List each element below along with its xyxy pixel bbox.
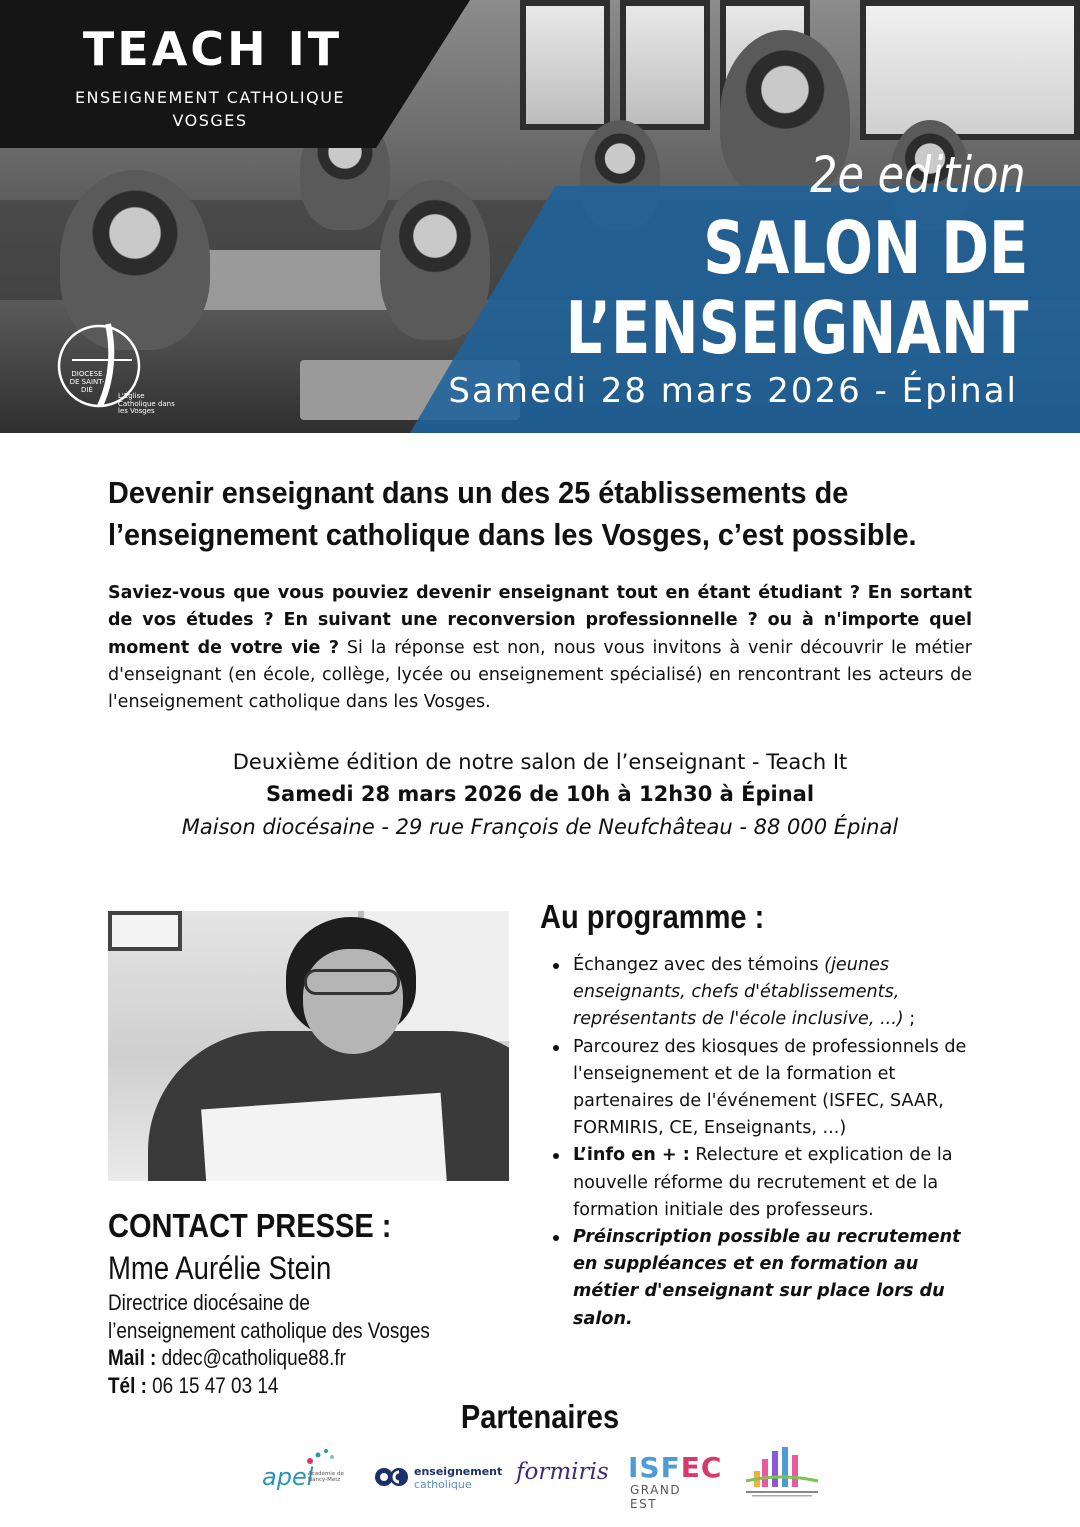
enseignement-catholique-lorraine-logo — [742, 1445, 822, 1501]
hero-banner — [0, 0, 1080, 433]
contact-mail: Mail : ddec@catholique88.fr — [108, 1345, 346, 1370]
formiris-logo: formiris — [516, 1459, 609, 1485]
contact-role-line2: l’enseignement catholique des Vosges — [108, 1317, 430, 1343]
diocese-text: DIOCESE DE SAINT-DIÉ — [69, 370, 105, 394]
event-title-line1: SALON DE — [702, 206, 1028, 290]
event-title-line2: L’ENSEIGNANT — [565, 286, 1028, 370]
event-address-line: Maison diocésaine - 29 rue François de Neufchâteau - 88 000 Épinal — [181, 815, 899, 839]
contact-title: CONTACT PRESSE : — [108, 1207, 392, 1244]
brand-subtitle: ENSEIGNEMENT CATHOLIQUE VOSGES — [74, 88, 346, 130]
contact-name: Mme Aurélie Stein — [108, 1250, 332, 1286]
list-item: L’info en + : Relecture et explication de la nouvelle réforme du recrutement et de la formation initiale des professeurs. — [552, 1142, 977, 1224]
intro-paragraph: Saviez-vous que vous pouviez devenir enseignant tout en étant étudiant ? En sortant de vos études ? En suivant une reconversion professionnelle ? ou à n'importe quel moment de votre vie ? Si la réponse est non, nous vous invitons à venir découvrir le métier d'enseignant (en école, collège, lycée ou enseignement spécialisé) en rencontrant les acteurs de l'enseignement catholique dans les Vosges. — [108, 583, 972, 713]
portrait-photo — [108, 911, 509, 1181]
apel-logo: apel Académie de Nancy-Metz — [262, 1445, 347, 1501]
programme-list — [552, 952, 977, 1333]
contact-role-line1: Directrice diocésaine de — [108, 1290, 310, 1315]
event-datetime-line: Samedi 28 mars 2026 de 10h à 12h30 à Épinal — [265, 782, 815, 806]
contact-details — [108, 1289, 430, 1399]
contact-phone: Tél : 06 15 47 03 14 — [108, 1372, 279, 1398]
ec-mark-icon — [374, 1465, 410, 1489]
brand-title: TEACH IT — [82, 22, 343, 76]
event-edition-line: Deuxième édition de notre salon de l’enseignant - Teach It — [232, 750, 848, 774]
event-details — [108, 746, 972, 844]
programme-title: Au programme : — [540, 898, 765, 935]
event-date-place: Samedi 28 mars 2026 - Épinal — [448, 371, 1018, 411]
list-item: Parcourez des kiosques de professionnels de l'enseignement et de la formation et partenaires de l'événement (ISFEC, SAAR, FORMIRIS, CE, Enseignants, ...) — [552, 1034, 977, 1143]
partners-title: Partenaires — [460, 1398, 620, 1435]
list-item: Échangez avec des témoins (jeunes enseignants, chefs d'établissements, représentants de l'école inclusive, ...) ; — [552, 952, 977, 1034]
list-item: Préinscription possible au recrutement en suppléances et en formation au métier d'enseignant sur place lors du salon. — [552, 1224, 977, 1333]
isfec-logo: ISFEC GRAND EST — [628, 1451, 723, 1511]
enseignement-catholique-logo: enseignement catholique — [374, 1445, 490, 1501]
eglise-text: L'Église Catholique dans les Vosges — [118, 392, 175, 415]
headline: Devenir enseignant dans un des 25 établissements de l’enseignement catholique dans les Vosges, c’est possible. — [108, 475, 917, 552]
edition-label: 2e edition — [810, 146, 1026, 204]
